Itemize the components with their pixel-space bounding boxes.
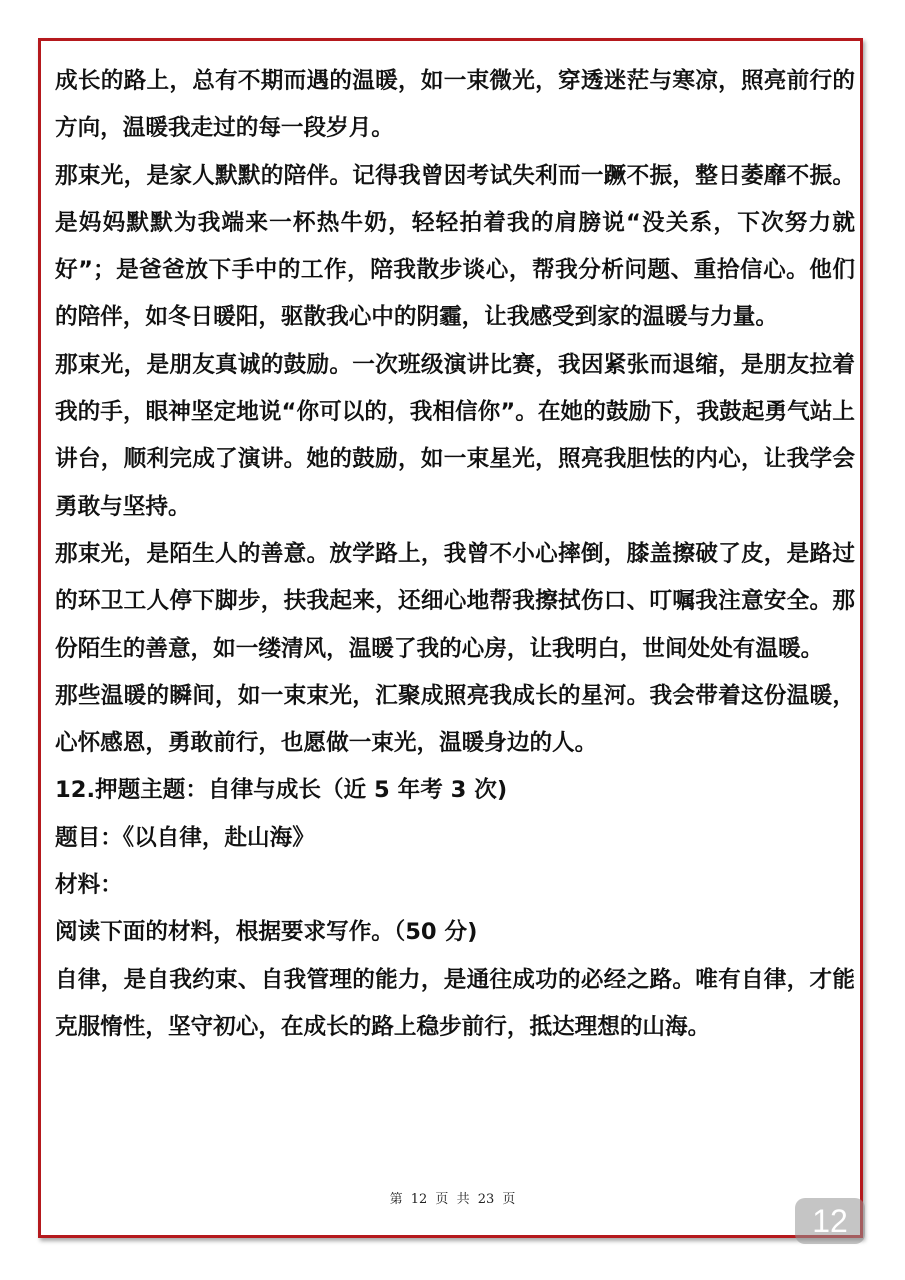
essay-title: 题目：《以自律，赴山海》 bbox=[55, 824, 315, 851]
paragraph-stranger: 那束光，是陌生人的善意。放学路上，我曾不小心摔倒，膝盖擦破了皮，是路过的环卫工人停下脚步，扶我起来，还细心地帮我擦拭伤口、叮嘱我注意安全。那份陌生的善意，如一缕清风，温暖了我的心房，让我明白，世间处处有温暖。 bbox=[55, 540, 855, 662]
document-body bbox=[55, 58, 855, 1051]
material-label: 材料： bbox=[55, 872, 123, 899]
page-number-badge: 12 bbox=[795, 1198, 865, 1244]
material-text: 自律，是自我约束、自我管理的能力，是通往成功的必经之路。唯有自律，才能克服惰性，坚守初心，在成长的路上稳步前行，抵达理想的山海。 bbox=[55, 966, 855, 1040]
section-heading: 12.押题主题：自律与成长（近 5 年考 3 次) bbox=[55, 777, 508, 804]
paragraph-friend: 那束光，是朋友真诚的鼓励。一次班级演讲比赛，我因紧张而退缩，是朋友拉着我的手，眼神坚定地说“你可以的，我相信你”。在她的鼓励下，我鼓起勇气站上讲台，顺利完成了演讲。她的鼓励，如一束星光，照亮我胆怯的内心，让我学会勇敢与坚持。 bbox=[55, 351, 855, 520]
paragraph-intro: 成长的路上，总有不期而遇的温暖，如一束微光，穿透迷茫与寒凉，照亮前行的方向，温暖我走过的每一段岁月。 bbox=[55, 68, 855, 142]
paragraph-family: 那束光，是家人默默的陪伴。记得我曾因考试失利而一蹶不振，整日萎靡不振。是妈妈默默为我端来一杯热牛奶，轻轻拍着我的肩膀说“没关系，下次努力就好”；是爸爸放下手中的工作，陪我散步谈心，帮我分析问题、重拾信心。他们的陪伴，如冬日暖阳，驱散我心中的阴霾，让我感受到家的温暖与力量。 bbox=[55, 162, 855, 331]
paragraph-conclusion: 那些温暖的瞬间，如一束束光，汇聚成照亮我成长的星河。我会带着这份温暖，心怀感恩，勇敢前行，也愿做一束光，温暖身边的人。 bbox=[55, 682, 855, 757]
instruction-text: 阅读下面的材料，根据要求写作。（50 分) bbox=[55, 919, 478, 946]
page-footer: 第 12 页 共 23 页 bbox=[389, 1192, 516, 1207]
